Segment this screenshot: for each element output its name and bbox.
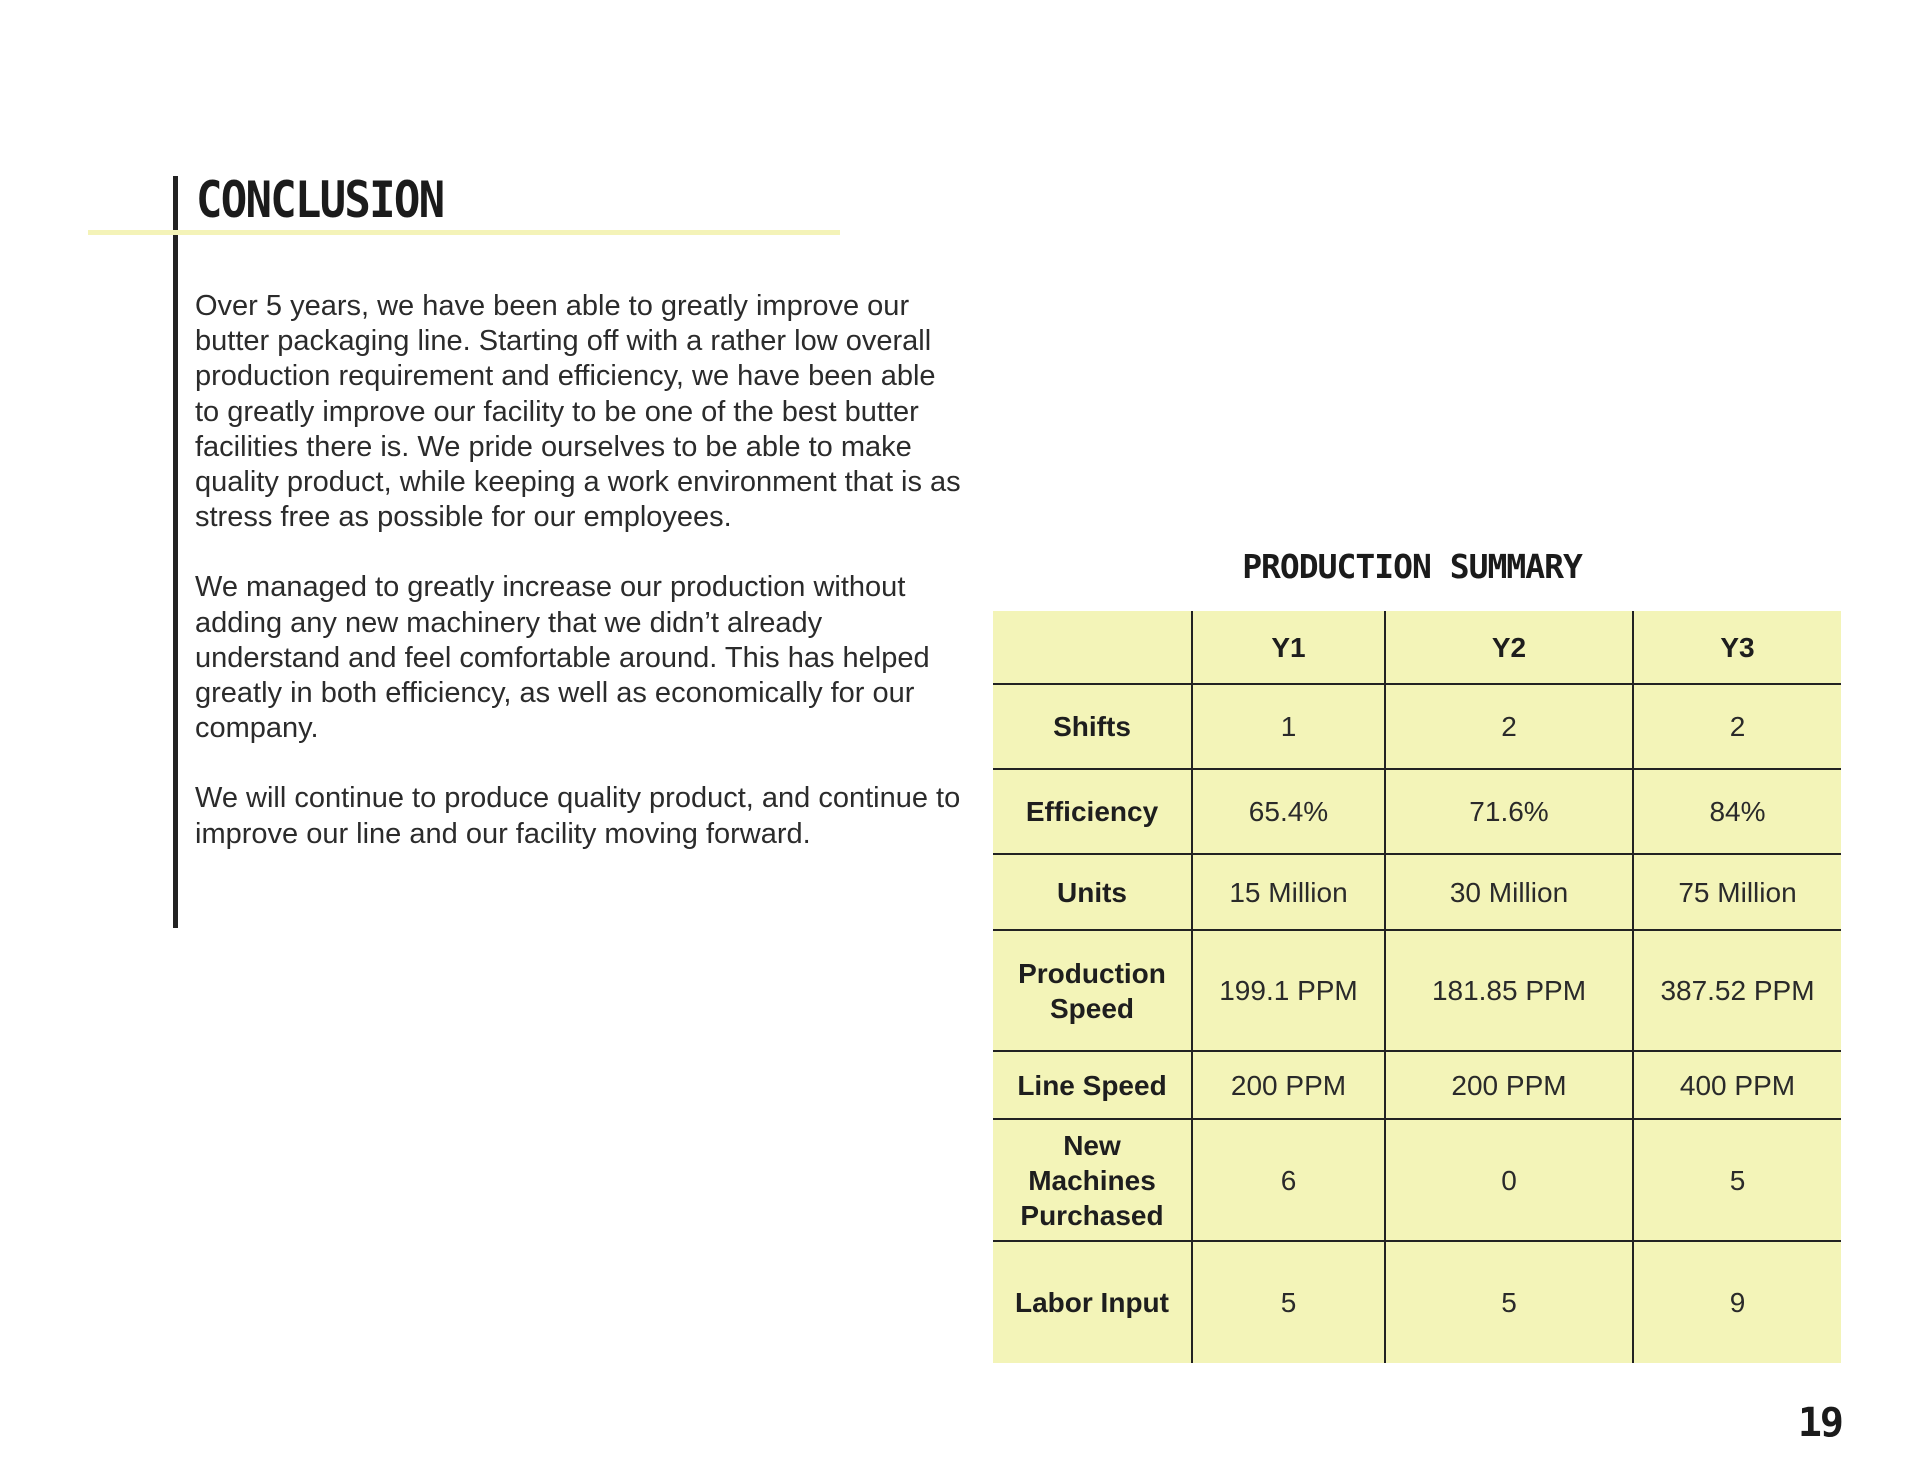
table-row	[993, 684, 1841, 769]
table-row	[993, 769, 1841, 854]
table-cell: 0	[1385, 1119, 1633, 1241]
conclusion-body	[195, 289, 965, 887]
table-cell: 181.85 PPM	[1385, 930, 1633, 1051]
table-row	[993, 930, 1841, 1051]
table-cell: 9	[1633, 1241, 1841, 1363]
table-cell: 5	[1385, 1241, 1633, 1363]
paragraph: We managed to greatly increase our production without adding any new machinery that we didn’t already understand and feel comfortable around. This has helped greatly in both efficiency, as well as economically for our company.	[195, 571, 930, 745]
paragraph: Over 5 years, we have been able to greatly improve our butter packaging line. Starting off with a rather low overall production requirement and efficiency, we have been able to greatly improve our facility to be one of the best butter facilities there is. We pride ourselves to be able to make quality product, while keeping a work environment that is as stress free as possible for our employees.	[195, 290, 961, 534]
row-header: Shifts	[993, 684, 1192, 769]
row-header: Production Speed	[993, 930, 1192, 1051]
table-row	[993, 854, 1841, 930]
row-header: Efficiency	[993, 769, 1192, 854]
table-cell: 200 PPM	[1192, 1051, 1385, 1119]
table-row	[993, 1119, 1841, 1241]
table-cell: 6	[1192, 1119, 1385, 1241]
row-header: Labor Input	[993, 1241, 1192, 1363]
page-number: 19	[1797, 1400, 1842, 1446]
table-cell: 1	[1192, 684, 1385, 769]
table-cell: 199.1 PPM	[1192, 930, 1385, 1051]
table-header-row	[993, 611, 1841, 684]
table-cell: 5	[1192, 1241, 1385, 1363]
header-cell	[993, 611, 1192, 684]
header-cell: Y3	[1633, 611, 1841, 684]
table-cell: 84%	[1633, 769, 1841, 854]
table-cell: 2	[1385, 684, 1633, 769]
table-cell: 15 Million	[1192, 854, 1385, 930]
table-cell: 2	[1633, 684, 1841, 769]
table-cell: 30 Million	[1385, 854, 1633, 930]
header-cell: Y2	[1385, 611, 1633, 684]
paragraph: We will continue to produce quality product, and continue to improve our line and our facility moving forward.	[195, 782, 961, 850]
header-cell: Y1	[1192, 611, 1385, 684]
table-row	[993, 1051, 1841, 1119]
table-title: PRODUCTION SUMMARY	[1242, 547, 1582, 586]
table-cell: 400 PPM	[1633, 1051, 1841, 1119]
table-cell: 387.52 PPM	[1633, 930, 1841, 1051]
table-row	[993, 1241, 1841, 1363]
table-cell: 65.4%	[1192, 769, 1385, 854]
table-cell: 200 PPM	[1385, 1051, 1633, 1119]
table-cell: 5	[1633, 1119, 1841, 1241]
vertical-rule	[173, 176, 178, 928]
row-header: New Machines Purchased	[993, 1119, 1192, 1241]
title-underline	[88, 230, 840, 235]
table-cell: 75 Million	[1633, 854, 1841, 930]
production-summary-table	[993, 611, 1841, 1363]
row-header: Units	[993, 854, 1192, 930]
row-header: Line Speed	[993, 1051, 1192, 1119]
section-title: CONCLUSION	[196, 171, 444, 229]
table-cell: 71.6%	[1385, 769, 1633, 854]
